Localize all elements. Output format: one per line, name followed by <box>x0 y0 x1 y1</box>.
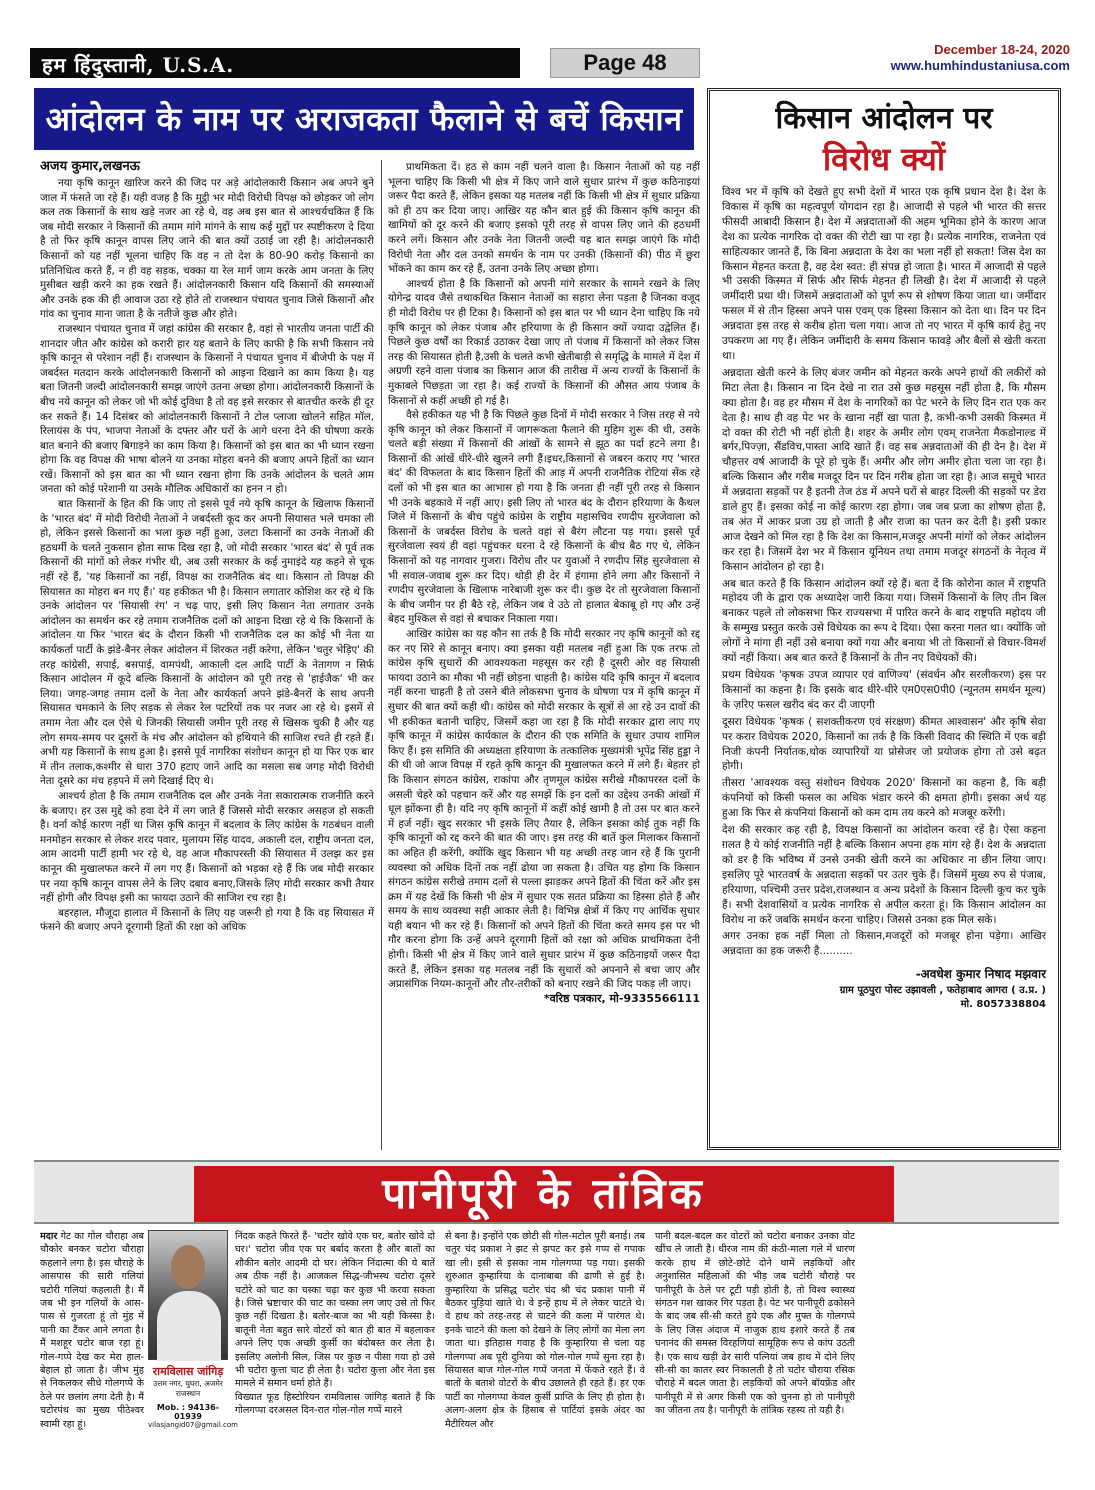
page-number: Page 48 <box>550 48 700 78</box>
author-email[interactable]: vilasjangid07@gmail.com <box>148 1421 238 1429</box>
panipuri-column-4: पानी बदल-बदल कर वोटरों को चटोरा बनाकर उनका वोट खींच ले जाती है। धीरज नाम की कंठी-माला गले में धारण करके हाथ में छोटे-छोटे दोने थामें लड़कियों और अनुशासित महिलाओं की भीड़ जब चटोरी चौराहे पर पानीपूरी के ठेले पर टूटी पड़ी होती है, तो विश्व स्वास्थ्य संगठन गश खाकर गिर पड़ता है। पेट भर पानीपूरी ढकोसने के बाद जब सी-सी करते हुये एक और मुफ्त के गोलगप्पे के लिए जिस अंदाज में नाजुक हाथ इशारे करते हैं तब घनानंद की समस्त विरहणियां सामूहिक रूप से कांप उठती है। एक साथ खड़ी ढेर सारी पत्नियां जब हाथ में दोने लिए सी-सी का कातर स्वर निकालती है तो चटोर चौराया रसिक चौराहे में बदल जाता है। लड़कियों को अपने बॉयफ्रेंड और पानीपूरी में से अगर किसी एक को चुनना हो तो पानीपूरी का जीतना तय है। पानीपूरी के तांत्रिक रहस्य तो यही है। <box>655 1231 855 1417</box>
lead-word: मदार <box>40 1231 58 1242</box>
panipuri-column-3: से बना है। इन्होंने एक छोटी सी गोल-मटोल पूरी बनाई। तब चतुर चंद प्रकाश ने झट से झपट कर इसे गप्प से गपाक खा ली। इसी से इसका नाम गोलगप्पा पड़ गया। इसकी शुरुआत कुम्हारिया के दानाबाबा की ढाणी से हुई है। कुम्हारिया के प्रसिद्ध चटोर चंद श्री चंद प्रकाश पानी में बैठकर पुड़ियां खाते थे। वे इन्हें हाथ में ले लेकर चाटते थे। वे हाथ को तरह-तरह से चाटने की कला में पारंगत थे। इनके चाटने की कला को देखने के लिए लोगों का मेला लग जाता था। इतिहास गवाह है कि कुम्हारिया से चला यह गोलगप्पा अब पूरी दुनिया को गोल-गोल गप्पें सुना रहा है। सियासत बाज गोल-गोल गप्पें जनता में फेंकते रहते हैं। वे बातों के बताशे वोटरों के बीच उछालते ही रहते हैं। हर एक पार्टी का गोलगप्पा केवल कुर्सी प्राप्ति के लिए ही होता है। अलग-अलग क्षेत्र के हिसाब से पार्टियां इसके अंदर का मैटीरियल और <box>445 1231 645 1430</box>
article-paragraph: आश्चर्य होता है कि तमाम राजनैतिक दल और उनके नेता सकारात्मक राजनीति करने के बजाए। हर उस मुद्दे को हवा देने में लग जाते हैं जिससे मोदी सरकार असहज हो सकती है। वर्ना कोई कारण नहीं था जिस कृषि कानून में बदलाव के लिए कांग्रेस के गठबंधन वाली मनमोहन सरकार से लेकर शरद पवार, मुलायम सिंह यादव, अकाली दल, राष्ट्रीय जनता दल, आम आदमी पार्टी हामी भर रहे थे, वह आज मौकापरस्ती की सियासत में उलझ कर इस कानून की मुखालफत करने में लग गए हैं। किसानों को भड़का रहे हैं कि जब मोदी सरकार पर नया कृषि कानून वापस लेने के लिए दबाव बनाए,जिसके लिए मोदी सरकार कभी तैयार नहीं होगी और विपक्ष इसी का फायदा उठाने की साजिश रच रहा है। <box>40 789 374 905</box>
sidebar-article <box>707 88 1061 1150</box>
sidebar-paragraph: विश्व भर में कृषि को देखते हुए सभी देशों में भारत एक कृषि प्रधान देश है। देश के विकास में कृषि का महत्वपूर्ण योगदान रहा है। आजादी से पहले भी भारत की सत्तर फीसदी आबादी किसान है। देश में अन्नदाताओं की अहम भूमिका होने के कारण आज देश का प्रत्येक नागरिक दो वक्त की रोटी खा पा रहा है। प्रत्येक नागरिक, राजनेता एवं साहित्यकार जानते हैं, कि बिना अन्नदाता के देश का भला नहीं हो सकता! जिस देश का किसान मेहनत करता है, वह देश स्वत: ही संपन्न हो जाता है। भारत में आजादी से पहले भी उसकी किस्मत में सिर्फ और सिर्फ मेहनत ही लिखी है। देश में आजादी से पहले जमींदारी प्रथा थी। जिसमें अन्नदाताओं को पूर्ण रूप से शोषण किया जाता था। जमींदार फसल में से तीन हिस्सा अपने पास एवम् एक हिस्सा किसान को देता था। दिन पर दिन अन्नदाता इस तरह से करीब होता चला गया। आज तो नए भारत में कृषि कार्य हेतु नए उपकरण आ गए हैं। लेकिन जमींदारी के समय किसान फावड़े और बैलों से खेती करता था। <box>722 186 1046 362</box>
sidebar-address: ग्राम पूठपुरा पोस्ट उझावली , फतेहाबाद आगरा ( उ.प्र. ) <box>839 985 1046 997</box>
sidebar-title-line2: विरोध क्यों <box>822 140 946 178</box>
sidebar-mobile: मो. 8057338804 <box>960 999 1046 1011</box>
author-mobile: Mob. : 94136-01939 <box>156 1403 220 1421</box>
article-text: गेट का गोल चौराहा अब चौकोर बनकर चटोरा चौराहा कहलाने लगा है। इस चौराहे के आसपास की सारी गलियां चटोरी गलियां कहलाती है। मैं जब भी इन गलियों के आस-पास से गुजरता हूं तो मुंह में पानी का टैंकर आने लगता है। मैं मशहूर चटोर बाज रहा हूं। गोल-गप्पे देख कर मेरा हाल-बेहाल हो जाता है। जीभ मुंह से निकलकर सीधे गोलगप्पे के ठेले पर छलांग लगा देती है। मैं चटोरपंथ का मुख्य पीठेश्वर स्वामी रहा हूं। <box>40 1231 144 1430</box>
author-face <box>171 1245 205 1289</box>
section-banner <box>34 1160 1059 1224</box>
sidebar-paragraph: दूसरा विधेयक 'कृषक ( सशक्तीकरण एवं संरक्षण) कीमत आश्वासन' और कृषि सेवा पर करार विधेयक 2020, किसानों का तर्क है कि किसी विवाद की स्थिति में एक बड़ी निजी कंपनी निर्यातक,थोक व्यापारियों या प्रोसेजर जो प्रयोजक होगा तो उसे बढ़त होगी। <box>722 715 1046 773</box>
sidebar-body <box>722 185 1046 959</box>
panipuri-column-2: निंदक कहते फिरते हैं- 'चटोर खोवे एक घर, बतोर खोवे दो घर।' चटोरा जीव एक घर बर्बाद करता है और बातों का शौकीन बतोर आदमी दो घर। लेकिन निंदात्मा की ये बातें अब ठीक नहीं है। आजकल सिद्ध-जीभस्थ चटोरा दूसरे चटोरे को चाट का चस्का चढ़ा कर कुछ भी करवा सकता है। जिसे भ्रष्टाचार की चाट का चस्का लग जाए उसे तो फिर कुछ नहीं दिखता है। बतोर-बाज का भी यही किस्सा है। बातूनी नेता बहुत सारे वोटरों को बात ही बात में बहलाकर अपने लिए एक अच्छी कुर्सी का बंदोबस्त कर लेता है। इसलिए अलोनी सिल, जिस पर कुछ न पीसा गया हो उसे भी चटोरा कुत्ता चाट ही लेता है। चटोरा कुत्ता और नेता इस मामले में समान धर्मा होते हैं। विख्यात फूड हिस्टोरियन रामविलास जांगिड़ बताते हैं कि गोलगप्पा दरअसल दिन-रात गोल-गोल गप्पें मारने <box>235 1231 435 1417</box>
main-headline: आंदोलन के नाम पर अराजकता फैलाने से बचें किसान <box>34 88 694 150</box>
author-photo <box>148 1230 228 1360</box>
page-header <box>30 42 1070 82</box>
main-article-column-1 <box>40 176 374 1150</box>
sidebar-paragraph: तीसरा 'आवश्यक वस्तु संशोधन विधेयक 2020' किसानों का कहना है, कि बड़ी कंपनियों को किसी फसल का अधिक भंडार करने की क्षमता होगी। इसका अर्थ यह हुआ कि फिर से कंपनियां किसानों को कम दाम तय करने को मजबूर करेंगी। <box>722 777 1046 820</box>
sidebar-paragraph: देश की सरकार कह रही है, विपक्ष किसानों का आंदोलन करवा रहें है। ऐसा कहना ग़लत है ये कोई राजनीति नहीं है बल्कि किसान अपना हक मांग रहे हैं। देश के अन्नदाता को डर है कि भविष्य में उनसे उनकी खेती करने का अधिकार ना छीन लिया जाए। इसलिए पूरे भारतवर्ष के अन्नदाता सड़कों पर उतर चुके हैं। जिसमें मुख्य रुप से पंजाब, हरियाणा, पश्चिमी उत्तर प्रदेश,राजस्थान व अन्य प्रदेशों के किसान दिल्ली कूच कर चुके हैं। सभी देशवासियों व प्रत्येक नागरिक से अपील करता हूं। कि किसान आंदोलन का विरोध ना करें जबकि समर्थन करना चाहिए। जिससे उनका हक मिल सके। <box>722 824 1046 926</box>
sidebar-paragraph: अब बात करते हैं कि किसान आंदोलन क्यों रहे हैं। बता दें कि कोरोना काल में राष्ट्रपति महोदय जी के द्वारा एक अध्यादेश जारी किया गया। जिसमें किसानों के लिए तीन बिल बनाकर पहले तो लोकसभा फिर राज्यसभा में पारित करने के बाद राष्ट्रपति महोदय जी के सम्मुख प्रस्तुत करके उसे विधेयक का रूप दे दिया। ऐसा करना गलत था। क्योंकि जो लोगों ने मांगा ही नहीं उसे बनाया क्यों गया और बनाया भी तो किसानों से विचार-विमर्श क्यों नहीं किया। अब बात करते हैं किसानों के तीन नए विधेयकों की। <box>722 577 1046 665</box>
article-paragraph: नया कृषि कानून खारिज करने की जिद पर अड़े आंदोलकारी किसान अब अपने बुने जाल में फंसते जा रहे हैं। यही वजह है कि मुट्ठी भर मोदी विरोधी विपक्ष को छोड़कर जो लोग कल तक किसानों के साथ खड़े नजर आ रहे थे, वह अब इस बात से आश्चर्यचकित हैं कि जब मोदी सरकार ने किसानों की तमाम मांगे मांगने के साथ कई मुद्दों पर स्पष्टीकरण दे दिया है तो फिर कृषि कानून वापस लिए जाने की बात क्यों उठाई जा रही है। आंदोलनकारी किसानों को यह नहीं भूलना चाहिए कि वह न तो देश के 80-90 करोड़ किसानो का प्रतिनिधित्व करते हैं, न ही वह सड़क, चक्का या रेल मार्ग जाम करके आम जनता के लिए मुसीबत खड़ी करने का हक रखते हैं। आंदोलनकारी किसान यदि किसानों की समस्याओं और उनके हक की ही आवाज उठा रहे होते तो राजस्थान पंचायत चुनाव जिसे किसानों और गांव का चुनाव माना जाता है के नतीजे कुछ और होते। <box>40 177 374 321</box>
panipuri-column-1 <box>40 1230 144 1470</box>
panipuri-title: पानीपूरी के तांत्रिक <box>194 1166 894 1222</box>
dateline <box>891 42 1070 74</box>
author-address: उत्तम नगर, घुघरा, अजमेर राजस्थान <box>153 1379 223 1398</box>
author-signature: *वरिष्ठ पत्रकार, मो-9335566111 <box>543 991 700 1005</box>
main-article-column-2 <box>388 160 700 1150</box>
article-paragraph: आखिर कांग्रेस का यह कौन सा तर्क है कि मोदी सरकार नए कृषि कानूनों को रद्द कर नए सिरे से कानून बनाए। क्या इसका यही मतलब नहीं हुआ कि एक तरफ तो कांग्रेस कृषि सुधारों की आवश्यकता महसूस कर रही है दूसरी ओर वह सियासी फायदा उठाने का मौका भी नहीं छोड़ना चाहती है। कांग्रेस यदि कृषि कानून में बदलाव नहीं करना चाहती है तो उसने बीते लोकसभा चुनाव के घोषणा पत्र में कृषि कानून में सुधार की बात क्यों कही थी। कांग्रेस को मोदी सरकार के सूत्रों से आ रहे उन दावों की भी हकीकत बतानी चाहिए, जिसमें कहा जा रहा है कि मोदी सरकार द्वारा लाए गए कृषि कानून में कांग्रेस कार्यकाल के दौरान की एक समिति के सुधार उपाय शामिल किए हैं। इस समिति की अध्यक्षता हरियाणा के तत्कालिक मुख्यमंत्री भूपेंद्र सिंह हुड्डा ने की थी जो आज विपक्ष में रहते कृषि कानून की मुखालफत करने में लगे हैं। बेहतर हो कि किसान संगठन कांग्रेस, राकांपा और तृणमूल कांग्रेस सरीखे मौकापरस्त दलों के असली चेहरे को पहचान करें और यह समझें कि इन दलों का उद्देश्य उनकी आंखों में धूल झोंकना ही है। यदि नए कृषि कानूनों में कहीं कोई खामी है तो उस पर बात करने में हर्ज नहीं। खुद सरकार भी इसके लिए तैयार है, लेकिन इसका कोई तुक नहीं कि कृषि कानूनों को रद्द करने की बात की जाए। इस तरह की बातें कुल मिलाकर किसानों का अहित ही करेंगी, क्योंकि खुद किसान भी यह अच्छी तरह जान रहे हैं कि पुरानी व्यवस्था को अधिक दिनों तक नहीं ढोया जा सकता है। उचित यह होगा कि किसान संगठन कांग्रेस सरीखे तमाम दलों से पल्ला झाड़कर अपने हितों की चिंता करें और इस क्रम में यह देखें कि किसी भी क्षेत्र में सुधार एक सतत प्रक्रिया का हिस्सा होते हैं और समय के साथ व्यवस्था सही आकार लेती है। विभिन्न क्षेत्रों में किए गए आर्थिक सुधार यही बयान भी कर रहे हैं। किसानों को अपने हितों की चिंता करते समय इस पर भी गौर करना होगा कि उन्हें अपने दूरगामी हितों को रक्षा को अधिक प्राथमिकता देनी होगी। किसी भी क्षेत्र में किए जाने वाले सुधार प्रारंभ में कुछ कठिनाइयों जरूर पैदा करते हैं, लेकिन इसका यह मतलब नहीं कि सुधारों को अपनाने से बचा जाए और अप्रासंगिक नियम-कानूनों और तौर-तरीकों को बनाए रखने की जिद पकड़ ली जाए। <box>388 628 700 991</box>
article-paragraph: वैसे हकीकत यह भी है कि पिछले कुछ दिनों में मोदी सरकार ने जिस तरह से नये कृषि कानून को लेकर किसानों में जागरूकता फैलाने की मुहिम शुरू की थी, उसके चलते बड़ी संख्या में किसानों की आंखों के सामने से झूठ का पर्दा हटने लगा है। किसानों की आंखें धीरे-धीरे खुलने लगी हैं।इधर,किसानों से जबरन कराए गए 'भारत बंद' की विफलता के बाद किसान हितों की आड़ में अपनी राजनैतिक रोटियां सेंक रहे दलों को भी इस बात का आभास हो गया है कि जनता ही नहीं पूरी तरह से किसान भी उनके बहकावे में नहीं आए। इसी लिए तो भारत बंद के दौरान हरियाणा के कैथल जिले में किसानों के बीच पहुंचे कांग्रेस के राष्ट्रीय महासचिव रणदीप सुरजेवाला को किसानों के जबर्दस्त विरोध के चलते वहां से बैरंग लौटना पड़ गया। इससे पूर्व सुरजेवाला स्वयं ही वहां पहुंचकर धरना दे रहे किसानों के बीच बैठ गए थे, लेकिन किसानों को यह नागवार गुजरा। विरोध तौर पर युवाओं ने रणदीप सिंह सुरजेवाला से भी सवाल-जवाब शुरू कर दिए। थोड़ी ही देर में हंगामा होने लगा और किसानों ने रणदीप सुरजेवाला के खिलाफ नारेबाजी शुरू कर दी। कुछ देर तो सुरजेवाला किसानों के बीच जमीन पर ही बैठे रहे, लेकिन जब वे उठे तो हालात बेकाबू हो गए और उन्हें बेहद मुश्किल से वहां से बचाकर निकाला गया। <box>388 409 700 626</box>
article-paragraph: प्राथमिकता दें। हठ से काम नहीं चलने वाला है। किसान नेताओं को यह नहीं भूलना चाहिए कि किसी भी क्षेत्र में किए जाने वाले सुधार प्रारंभ में कुछ कठिनाइयां जरूर पैदा करते हैं, लेकिन इसका यह मतलब नहीं कि किसी भी क्षेत्र में सुधार प्रक्रिया को ही ठप कर दिया जाए। आखिर यह कौन बात हुई की किसान कृषि कानून की खामियों को दूर करने की बजाए इसको पूरी तरह से वापस लिए जाने की हठधर्मी करने लगें। किसान और उनके नेता जितनी जल्दी यह बात समझ जाएंगे कि मोदी विरोधी नेता और दल उनको समर्थन के नाम पर उनकी (किसानों की) पीठ में छुरा भोंकने का काम कर रहे हैं, उतना उनके लिए अच्छा होगा। <box>388 161 700 276</box>
website-url[interactable]: www.humhindustaniusa.com <box>890 58 1070 73</box>
article-paragraph: आश्चर्य होता है कि किसानों को अपनी मांगे सरकार के सामने रखने के लिए योगेन्द्र यादव जैसे तथाकथित किसान नेताओं का सहारा लेना पड़ता है जिनका वजूद ही मोदी विरोध पर ही टिका है। किसानों को इस बात पर भी ध्यान देना चाहिए कि नये कृषि कानून को लेकर पंजाब और हरियाणा के ही किसान क्यों ज्यादा उद्वेलित हैं। पिछले कुछ वर्षों का रिकार्ड उठाकर देखा जाए तो पंजाब में किसानों को लेकर जिस तरह की सियासत होती है,उसी के चलते कभी खेतीबाड़ी से समृद्धि के मामले में देश में अग्रणी रहने वाला पंजाब का किसान आज की तारीख में अन्य राज्यों के किसानों के मुकाबले पिछड़ता जा रहा है। कई राज्यों के किसानों की औसत आय पंजाब के किसानों से कहीं अच्छी हो गई है। <box>388 277 700 407</box>
main-byline: अजय कुमार,लखनऊ <box>40 159 140 174</box>
masthead-logo: हम हिंदुस्तानी, U.S.A. <box>30 48 520 78</box>
sidebar-paragraph: प्रथम विधेयक 'कृषक उपज व्यापार एवं वाणिज्य' (संवर्धन और सरलीकरण) इस पर किसानों का कहना है। कि इसके बाद धीरे-धीरे एम0एस0पी0 (न्यूनतम समर्थन मूल्य) के ज़रिए फसल खरीद बंद कर दी जाएगी <box>722 669 1046 711</box>
author-name: रामविलास जांगिड़ <box>152 1365 224 1378</box>
article-paragraph: बहरहाल, मौजूदा हालात में किसानों के लिए यह जरूरी हो गया है कि वह सियासत में फंसने की बजाए अपने दूरगामी हितों की रक्षा को अधिक <box>40 906 374 934</box>
article-paragraph: राजस्थान पंचायत चुनाव में जहां कांग्रेस की सरकार है, वहां से भारतीय जनता पार्टी की शानदार जीत और कांग्रेस को करारी हार यह बताने के लिए काफी है कि सभी किसान नये कृषि कानून से परेशान नहीं हैं। राजस्थान के किसानों ने पंचायत चुनाव में बीजेपी के पक्ष में जबर्दस्त मतदान करके आंदोलनकारी किसानों को आइना दिखाने का काम किया है। यह बता जितनी जल्दी आंदोलनकारी समझ जाएंगे उतना अच्छा होगा। आंदोलनकारी किसानों के बीच नये कानून को लेकर जो भी कोई दुविधा है तो वह इसे सरकार से बातचीत करके ही दूर कर सकते हैं। 14 दिसंबर को आंदोलनकारी किसानों ने टोल प्लाजा खोलने सहित मॉल, रिलायंस के पंप, भाजपा नेताओं के दफ्तर और घरों के आगे धरना देने की घोषणा करके बात बनाने की बजाए बिगाड़ने का काम किया है। किसानों को इस बात का भी ध्यान रखना होगा कि वह विपक्ष की भाषा बोलने या उनका मोहरा बनने की बजाए अपने हितों का ध्यान रखें। किसानों को इस बात का भी ध्यान रखना होगा कि उनके आंदोलन के चलते आम जनता को कोई परेशानी या उसके मौलिक अधिकारों का हनन न हो। <box>40 322 374 496</box>
article-paragraph: बात किसानों के हित की कि जाए तो इससे पूर्व नये कृषि कानून के खिलाफ किसानों के 'भारत बंद' में मोदी विरोधी नेताओं ने जबर्दस्ती कूद कर अपनी सियासत भले चमका ली हो, लेकिन इससे किसानों का भला कुछ नहीं हुआ, उलटा किसानों का उनके नेताओं की हठधर्मी के चलते नुकसान होता साफ दिख रहा है, जो मोदी सरकार 'भारत बंद' से पूर्व तक किसानों की मांगों को लेकर गंभीर थी, अब उसी सरकार के कई नुमाइंदे यह कहने से चूक नहीं रहे हैं, 'यह किसानों का नहीं, विपक्ष का राजनैतिक बंद था। किसान तो विपक्ष की सियासत का मोहरा बन गए हैं।' यह हकीकत भी है। किसान लगातार कोशिश कर रहे थे कि उनके आंदोलन पर 'सियासी रंग' न चढ़ पाए, इसी लिए किसान नेता लगातार उनके आंदोलन का समर्थन कर रहे तमाम राजनैतिक दलों को आइना दिखा रहे थे कि किसानों के आंदोलन या फिर 'भारत बंद के दौरान किसी भी राजनैतिक दल का कोई भी नेता या कार्यकर्ता पार्टी के झंडे-बैनर लेकर आंदोलन में शिरकत नहीं करेगा, लेकिन 'चतुर भेड़िए' की तरह कांग्रेसी, सपाई, बसपाई, वामपंथी, आकाली दल आदि पार्टी के नेतागण न सिर्फ किसान आंदोलन में कूदे बल्कि किसानों के आंदोलन को पूरी तरह से 'हाईजैक' भी कर लिया। जगह-जगह तमाम दलों के नेता और कार्यकर्ता अपने झंडे-बैनरों के साथ अपनी सियासत चमकाने के लिए सड़क से लेकर रेल पटरियों तक पर नजर आ रहे थे। इसमें से तमाम नेता और दल ऐसे थे जिनकी सियासी जमीन पूरी तरह से खिसक चुकी है और यह लोग समय-समय पर दूसरों के मंच और आंदोलन को हथियाने की साजिश रचते ही रहते हैं। अभी यह किसानों के साथ हुआ है। इससे पूर्व नागरिका संशोधन कानून हो या फिर एक बार में तीन तलाक,कश्मीर से धारा 370 हटाए जाने आदि का मसला सब जगह मोदी विरोधी नेता दूसरे का मंच हड़पने में लगे दिखाई दिए थे। <box>40 498 374 788</box>
sidebar-title-line1: किसान आंदोलन पर <box>775 101 993 136</box>
issue-date: December 18-24, 2020 <box>934 42 1070 57</box>
sidebar-author: -अवधेश कुमार निषाद मझवार <box>915 967 1046 982</box>
sidebar-paragraph: अगर उनका हक नहीं मिला तो किसान,मजदूरों को मजबूर होना पड़ेगा। आखिर अन्नदाता का हक जरूरी है.......... <box>722 930 1046 958</box>
author-photo-box <box>148 1230 238 1470</box>
column-rule <box>381 160 382 1150</box>
sidebar-paragraph: अन्नदाता खेती करने के लिए बंजर जमीन को मेहनत करके अपने हाथों की लकीरों को मिटा लेता है। किसान ना दिन देखे ना रात उसे कुछ महसूस नहीं होता है, कि मौसम क्या होता है। वह हर मौसम में देश के नागरिकों का पेट भरने के लिए दिन रात एक कर देता है। साथ ही वह पेट भर के खाना नहीं खा पाता है, कभी-कभी उसकी किस्मत में दो वक्त की रोटी भी नहीं होती है। शहर के अमीर लोग एवम् राजनेता मैकडोनाल्ड में बर्गर,पिज्ज़ा, सैंडविच,पास्ता आदि खाते हैं। वह सब अन्नदाताओं की ही देन है। देश में चौहत्तर वर्ष आजादी के पूरे हो चुके हैं। अमीर और लोग अमीर होता चला जा रहा है। बल्कि किसान और गरीब मजदूर दिन पर दिन गरीब होता जा रहा है। आज समूचे भारत में अन्नदाता सड़कों पर है इतनी तेज ठंड में अपने घरों से बाहर दिल्ली की सड़कों पर डेरा डाले हुए हैं। इसका कोई ना कोई कारण रहा होगा। जब जब प्रजा का शोषण होता है, तब अंत में आकर प्रजा उग्र हो जाती है और राजा का पतन कर देती है। इसी प्रकार आज देखने को मिल रहा है कि देश का किसान,मजदूर अपनी मांगों को लेकर आंदोलन कर रहा है। जिसमें देश भर में किसान यूनियन तथा तमाम मजदूर संगठनों के नेतृत्व में किसान आंदोलन हो रहा है। <box>722 366 1046 573</box>
author-shirt <box>157 1291 221 1361</box>
